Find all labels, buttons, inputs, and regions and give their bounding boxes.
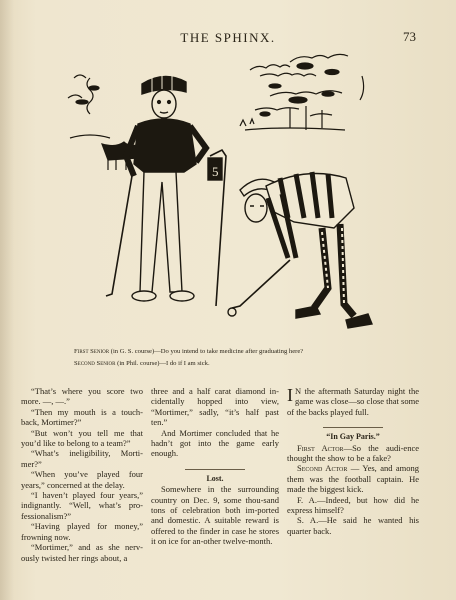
caption-line-1: [74, 347, 404, 356]
caption-line-2: [74, 359, 404, 368]
page-gutter-shadow: [0, 0, 14, 600]
text-column-2: [151, 386, 279, 547]
paragraph: “Mortimer,” and as she nerv-ously twisted her rings about, a: [21, 542, 143, 563]
paragraph-dropcap: [287, 386, 419, 417]
paragraph: Somewhere in the surrounding country on Dec. 9, some thou-sand tons of celebration both im-ported and domestic. A suitable reward is offered to the finder in case he stores it on ice for an-other twelve-month.: [151, 484, 279, 547]
caption-speaker-2: Second Senior: [74, 360, 116, 367]
paragraph-text: N the aftermath Saturday night the game was close—so close that some of the backs played full.: [287, 386, 419, 417]
paragraph: “Then my mouth is a touch-back, Mortimer?”: [21, 406, 143, 428]
speaker-first-actor: First Actor: [297, 442, 344, 453]
paragraph: “When you’ve played four years,” concerned at the delay.: [21, 469, 143, 490]
caption-speaker-1: First Senior: [74, 348, 110, 355]
section-divider: [323, 427, 383, 428]
dialogue-text: — Yes, and among them was the football captain. He made the biggest kick.: [287, 463, 419, 495]
running-header-title: THE SPHINX.: [180, 30, 276, 45]
bending-golfer: [228, 172, 372, 328]
drop-cap: I: [287, 385, 293, 405]
caddy-bag-number: 5: [212, 164, 219, 179]
paragraph: “That’s where you score two more. —, —.”: [21, 386, 143, 407]
section-divider: [185, 469, 245, 470]
dialogue-line: F. A.—Indeed, but how did he express himself?: [287, 494, 419, 516]
section-title-gay-paris: “In Gay Paris.”: [326, 432, 380, 442]
standing-golfer: [106, 75, 226, 306]
section-title-lost: Lost.: [206, 473, 224, 483]
left-trees: [68, 75, 142, 170]
tree-foliage: [240, 54, 364, 130]
paragraph: three and a half carat diamond in-cidentally hopped into view, “Mortimer,” sadly, “it’s half past ten.”: [151, 386, 279, 428]
dialogue-line: S. A.—He said he wanted his quarter back.: [287, 515, 419, 536]
paragraph: “But won’t you tell me that you’d like to belong to a team?”: [21, 427, 143, 449]
text-column-3: [287, 386, 419, 536]
paragraph: And Mortimer concluded that he hadn’t got into the game early enough.: [151, 427, 279, 459]
page-number: 73: [403, 29, 416, 44]
paragraph: “What’s ineligibility, Morti-mer?”: [21, 448, 143, 469]
caption-text-1: (in G. S. course)—Do you intend to take medicine after graduating here?: [109, 348, 304, 355]
paragraph: “Having played for money,” frowning now.: [21, 521, 143, 542]
caption-text-2: (in Phil. course)—I do if I am sick.: [115, 360, 210, 367]
paragraph: “I haven’t played four years,” indignantly. “Well, what’s pro-fessionalism?”: [21, 490, 143, 521]
dialogue-line: [287, 463, 419, 494]
dialogue-line: [287, 443, 419, 464]
golf-cartoon-illustration: [60, 48, 380, 348]
text-column-1: [21, 386, 143, 563]
dialogue-text: —So the audi-ence thought the show to be a fake?: [287, 442, 419, 464]
speaker-second-actor: Second Actor: [297, 463, 348, 474]
